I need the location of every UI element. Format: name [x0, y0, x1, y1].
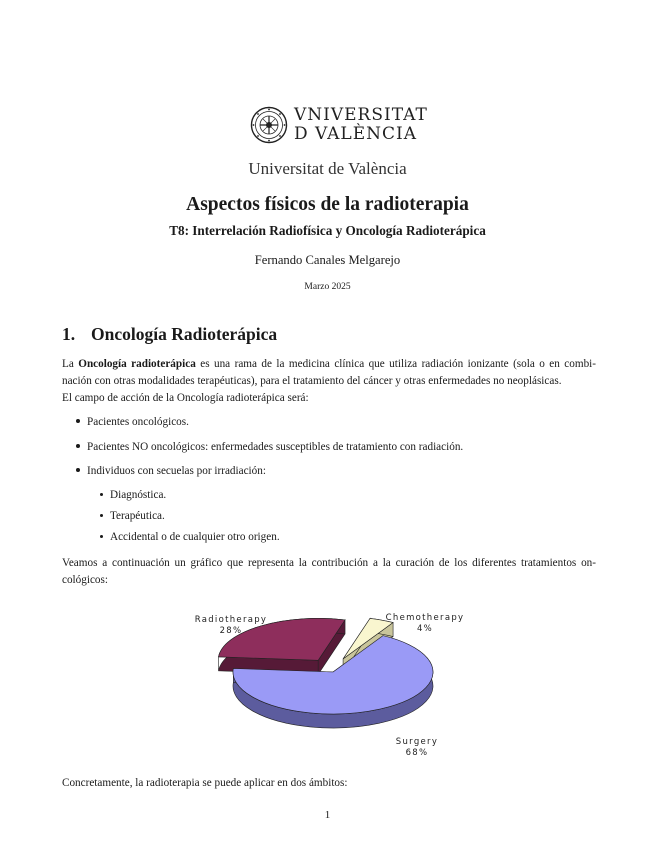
institution-name: Universitat de València	[248, 159, 407, 178]
pie-value-label-chemotherapy: 4%	[416, 624, 434, 634]
logo-wordmark-line2: D VALÈNCIA	[294, 124, 418, 144]
treatment-contribution-pie-chart	[185, 600, 485, 770]
section-heading	[62, 324, 277, 345]
pie-label-radiotherapy: Radiotherapy	[194, 615, 268, 625]
document-title: Aspectos físicos de la radioterapia	[186, 194, 469, 215]
list-item-text: Pacientes NO oncológicos: enfermedades susceptibles de tratamiento con radiación.	[87, 441, 464, 453]
intro-line-2: nación con otras modalidades terapéuticas), para el tratamiento del cáncer y otras enfermedades no neoplásicas.	[62, 375, 562, 387]
list-item	[76, 463, 266, 480]
sublist-item	[100, 508, 165, 525]
list-item	[76, 414, 189, 431]
pie-value-label-radiotherapy: 28%	[219, 626, 243, 636]
list-item-text: Individuos con secuelas por irradiación:	[87, 465, 266, 477]
closing-paragraph: Concretamente, la radioterapia se puede aplicar en dos ámbitos:	[62, 777, 348, 789]
document-subtitle: T8: Interrelación Radiofísica y Oncología Radioterápica	[169, 223, 486, 238]
section-number: 1.	[62, 324, 76, 344]
sublist-item-text: Accidental o de cualquier otro origen.	[110, 531, 280, 543]
section-title: Oncología Radioterápica	[91, 324, 278, 344]
intro-line-3: El campo de acción de la Oncología radioterápica será:	[62, 392, 309, 404]
university-seal-icon	[250, 106, 288, 144]
intro-prefix: La	[62, 358, 79, 370]
sublist-item-text: Terapéutica.	[110, 510, 165, 522]
chart-intro-line-2: cológicos:	[62, 574, 108, 586]
bullet-icon	[100, 514, 103, 517]
intro-line-1	[62, 356, 596, 373]
page-number: 1	[324, 809, 331, 821]
bullet-icon	[76, 468, 80, 472]
document-date: Marzo 2025	[304, 282, 351, 292]
sublist-item	[100, 487, 166, 504]
list-item	[76, 439, 463, 456]
bullet-icon	[100, 493, 103, 496]
intro-paragraph	[62, 356, 596, 407]
pie-value-label-surgery: 68%	[405, 748, 429, 758]
pie-label-surgery: Surgery	[395, 737, 439, 747]
university-logo	[250, 104, 428, 146]
intro-bold-term: Oncología radioterápica	[78, 358, 196, 370]
sublist-item-text: Diagnóstica.	[110, 489, 167, 501]
logo-wordmark-line1: VNIVERSITAT	[294, 105, 428, 125]
intro-line1-rest: es una rama de la medicina clínica que utiliza radiación ionizante (sola o en combi-	[195, 358, 596, 370]
pie-label-chemotherapy: Chemotherapy	[385, 613, 465, 623]
bullet-icon	[100, 535, 103, 538]
sublist-item	[100, 529, 280, 546]
bullet-icon	[76, 419, 80, 423]
chart-intro-paragraph	[62, 555, 596, 589]
bullet-icon	[76, 444, 80, 448]
list-item-text: Pacientes oncológicos.	[87, 416, 189, 428]
author-name: Fernando Canales Melgarejo	[254, 253, 401, 267]
chart-intro-line-1: Veamos a continuación un gráfico que representa la contribución a la curación de los diferentes tratamientos on-	[62, 557, 596, 569]
